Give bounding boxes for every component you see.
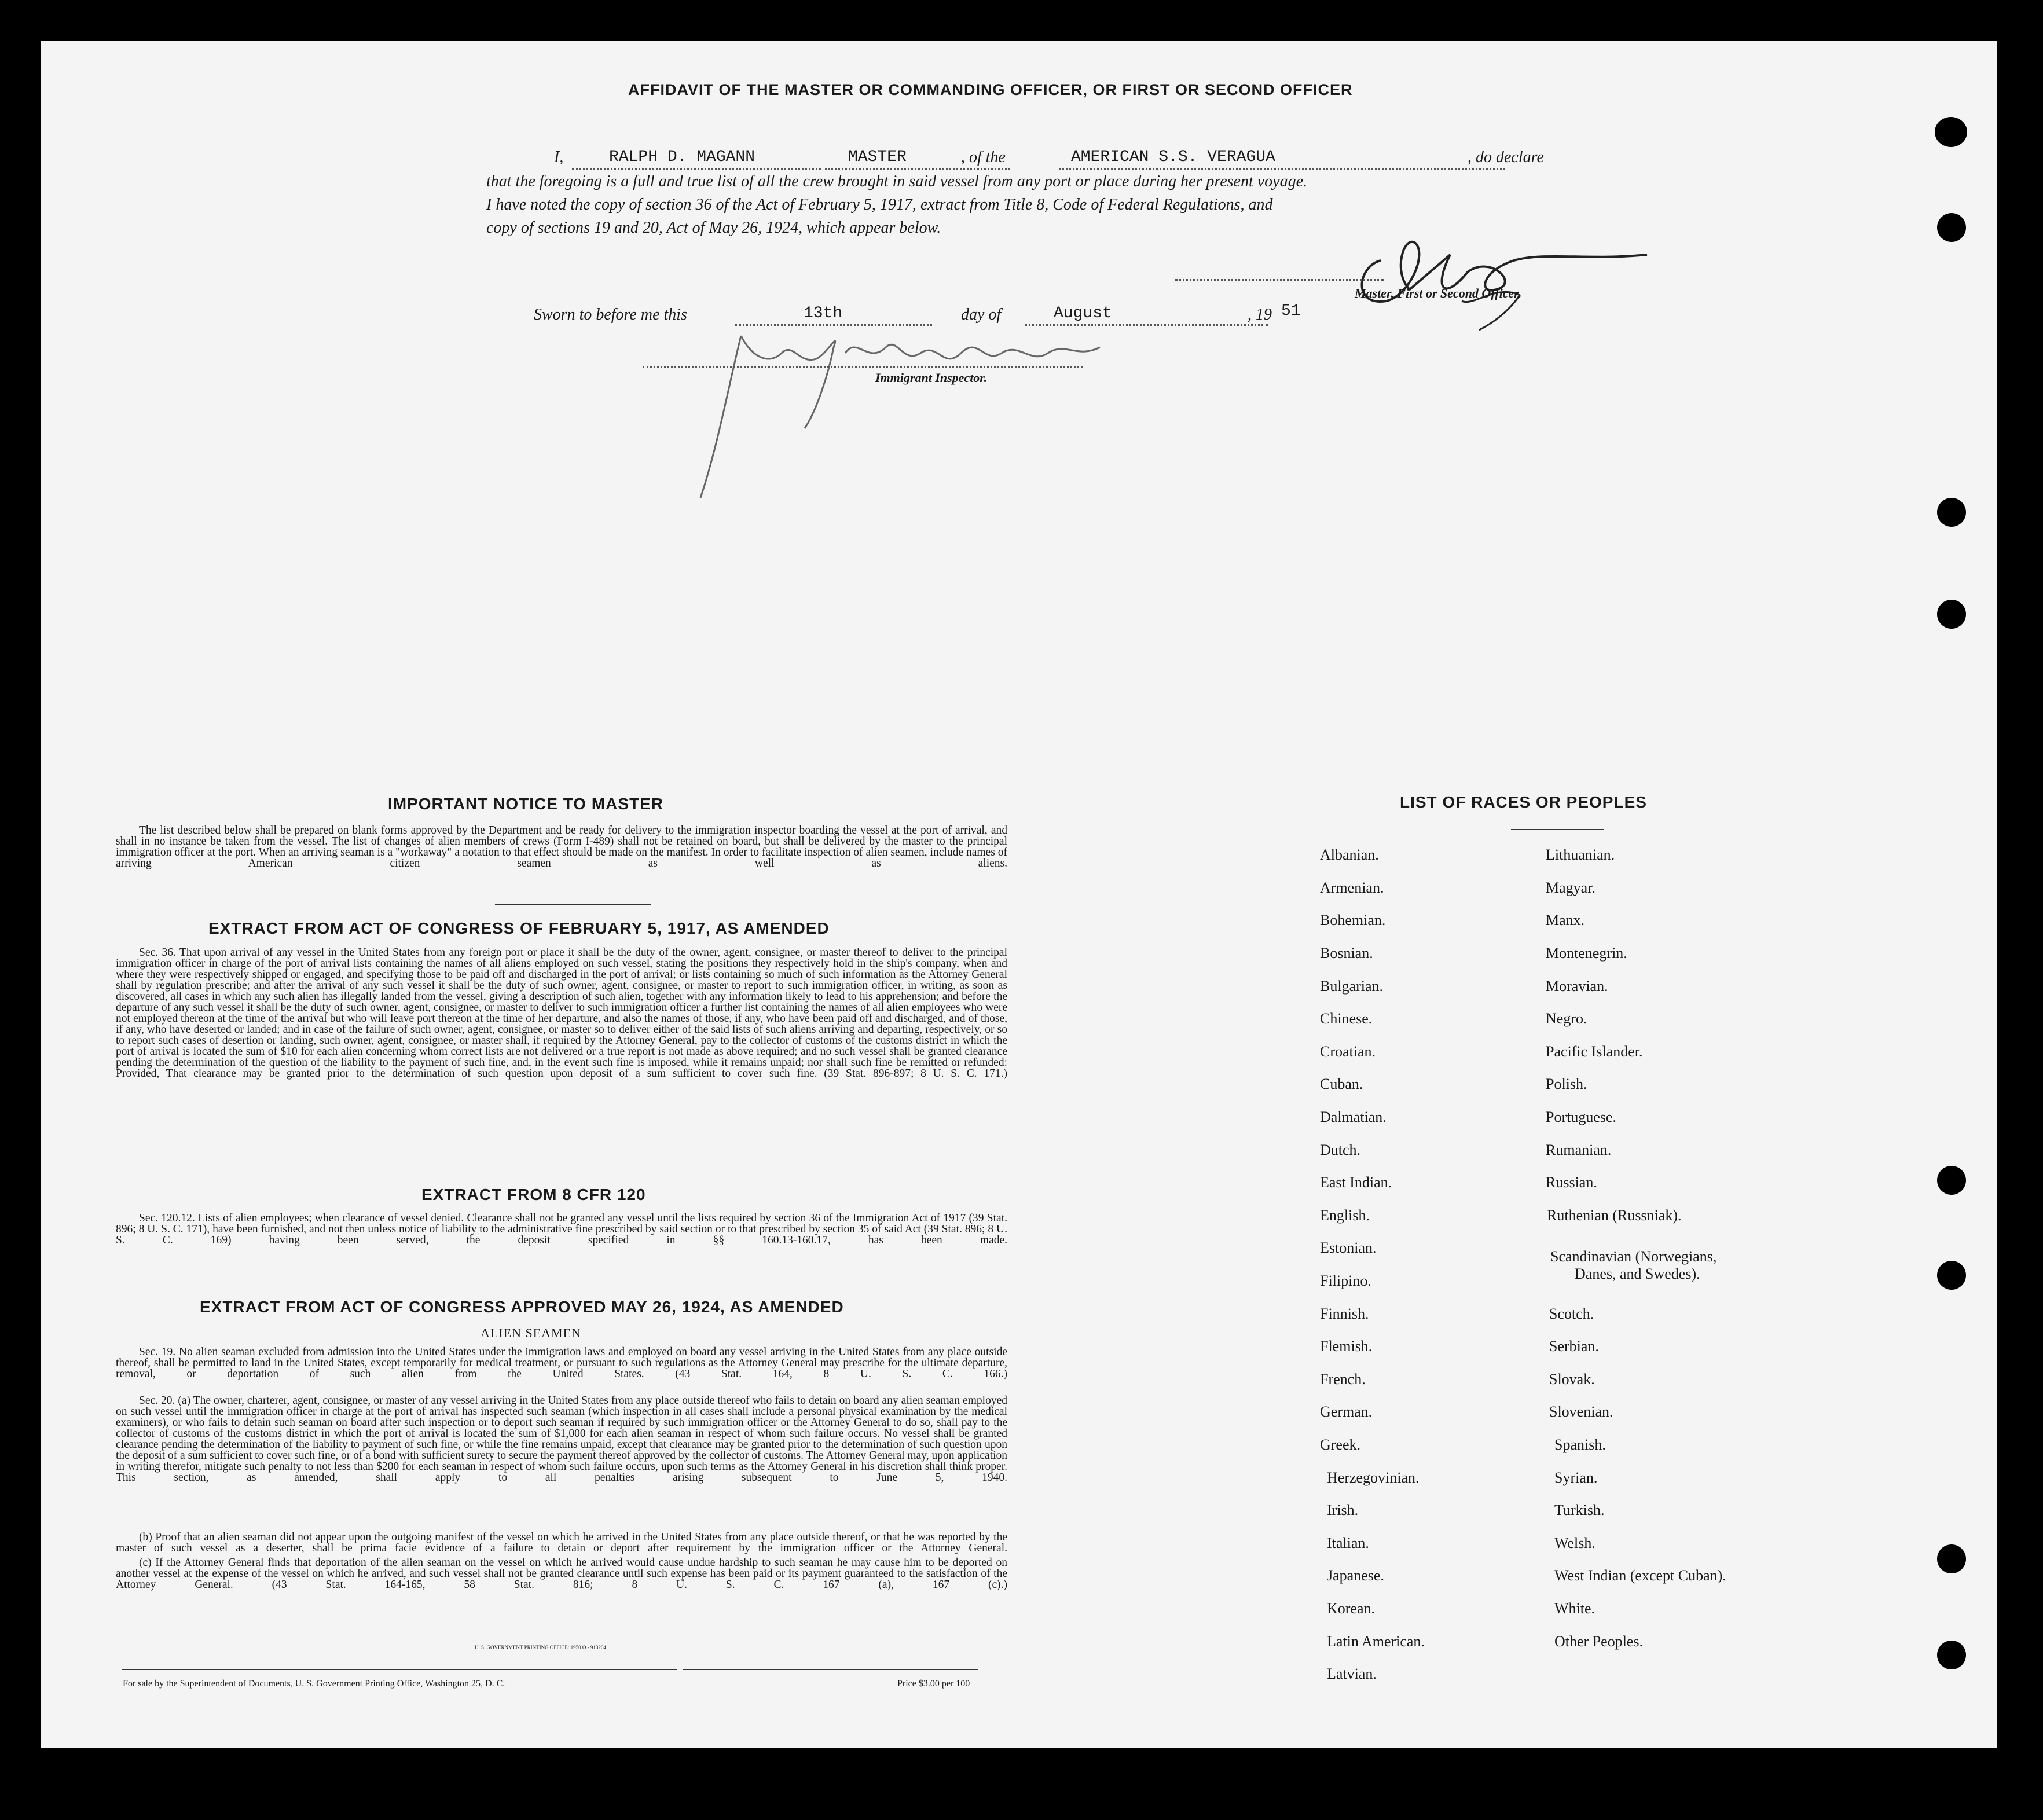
race-left-item: Japanese. bbox=[1327, 1567, 1384, 1584]
race-right-item: Polish. bbox=[1546, 1076, 1587, 1092]
race-right-item: Serbian. bbox=[1549, 1338, 1599, 1355]
document-page bbox=[41, 41, 1997, 1748]
race-right-item: Scotch. bbox=[1549, 1305, 1594, 1322]
price-note: Price $3.00 per 100 bbox=[897, 1679, 970, 1689]
race-left-item: Irish. bbox=[1327, 1502, 1359, 1518]
race-left-item: Bulgarian. bbox=[1320, 978, 1384, 995]
race-left-item: Bohemian. bbox=[1320, 912, 1386, 929]
footer-rule-right bbox=[683, 1669, 978, 1670]
race-right-item: Syrian. bbox=[1554, 1469, 1598, 1486]
race-right-item: Turkish. bbox=[1554, 1502, 1605, 1518]
master-signature-line bbox=[1175, 279, 1384, 281]
race-right-item: Spanish. bbox=[1554, 1436, 1606, 1453]
rank-line bbox=[825, 168, 1010, 170]
extract-1917-title: EXTRACT FROM ACT OF CONGRESS OF FEBRUARY 5, 1917, AS AMENDED bbox=[208, 919, 830, 937]
alien-seamen-subtitle: ALIEN SEAMEN bbox=[481, 1326, 581, 1340]
race-right-item: Magyar. bbox=[1546, 879, 1595, 896]
officer-rank: MASTER bbox=[848, 148, 907, 166]
vessel-name: AMERICAN S.S. VERAGUA bbox=[1071, 148, 1275, 166]
punch-hole bbox=[1937, 1261, 1966, 1290]
race-left-item: German. bbox=[1320, 1403, 1373, 1420]
race-left-item: Finnish. bbox=[1320, 1305, 1369, 1322]
punch-hole bbox=[1937, 1544, 1966, 1573]
punch-hole bbox=[1937, 498, 1966, 527]
race-right-item: Portuguese. bbox=[1546, 1109, 1617, 1125]
race-right-item: Other Peoples. bbox=[1554, 1633, 1644, 1650]
of-the-text: , of the bbox=[961, 148, 1006, 166]
race-right-item: White. bbox=[1554, 1600, 1595, 1617]
race-left-item: Croatian. bbox=[1320, 1043, 1376, 1060]
race-left-item: Korean. bbox=[1327, 1600, 1376, 1617]
race-left-item: East Indian. bbox=[1320, 1174, 1392, 1191]
declaration-line-2: I have noted the copy of section 36 of the Act of February 5, 1917, extract from Title 8, Code of Federal Regulations, and bbox=[486, 196, 1273, 214]
race-left-item: Flemish. bbox=[1320, 1338, 1373, 1355]
inspector-signature-line bbox=[643, 366, 1083, 368]
sworn-day: 13th bbox=[804, 304, 843, 322]
race-left-item: Albanian. bbox=[1320, 846, 1379, 863]
race-left-item: Italian. bbox=[1327, 1535, 1369, 1551]
notice-title: IMPORTANT NOTICE TO MASTER bbox=[388, 795, 664, 813]
sec20a-text: Sec. 20. (a) The owner, charterer, agent, consignee, or master of any vessel arriving in the United States from any place outside thereof who fails to detain on board any alien seaman employed on such vessel until the immigration officer in charge at the port of arrival has inspected such seaman (which inspection in all cases shall include a personal physical examination by the medical examiners), or who fails to detain such seaman on board after such inspection or to deport such seaman if required by such immigration officer or the Attorney General to do so, shall pay to the collector of customs of the customs district in which the port of arrival is located the sum of $1,000 for each alien seaman in respect of whom such failure occurs. No vessel shall be granted clearance pending the determination of the liability to payment of such fine, or while the fine remains unpaid, except that clearance may be granted prior to the determination of such question upon the deposit of a sum sufficient to cover such fine, or of a bond with sufficient surety to secure the payment thereof approved by the collector of customs. The Attorney General may, upon application in writing therefor, mitigate such penalty to not less than $200 for each seaman in respect of whom such failure occurs, upon such terms as the Attorney General in his discretion shall think proper. This section, as amended, shall apply to all penalties arising subsequent to June 5, 1940. bbox=[116, 1395, 1007, 1484]
race-right-item: Scandinavian (Norwegians, bbox=[1550, 1248, 1717, 1265]
race-left-item: Latin American. bbox=[1327, 1633, 1425, 1650]
sec19-text: Sec. 19. No alien seaman excluded from admission into the United States under the immigration laws and employed on board any vessel arriving in the United States from any place outside thereof, shall be permitted to land in the United States, except temporarily for medical treatment, or pursuant to such regulations as the Attorney General may prescribe for the ultimate departure, removal, or deportation of such alien from the United States. (43 Stat. 164, 8 U. S. C. 166.) bbox=[116, 1346, 1007, 1380]
declaration-line-1: that the foregoing is a full and true list of all the crew brought in said vessel from any port or place during her present voyage. bbox=[486, 173, 1308, 190]
race-right-item: West Indian (except Cuban). bbox=[1554, 1567, 1726, 1584]
race-left-item: Herzegovinian. bbox=[1327, 1469, 1420, 1486]
race-right-item: Slovak. bbox=[1549, 1371, 1595, 1388]
races-title: LIST OF RACES OR PEOPLES bbox=[1400, 793, 1647, 811]
extract-cfr-title: EXTRACT FROM 8 CFR 120 bbox=[421, 1186, 646, 1203]
race-right-item: Ruthenian (Russniak). bbox=[1547, 1207, 1682, 1224]
race-right-item: Russian. bbox=[1546, 1174, 1597, 1191]
races-title-rule bbox=[1511, 829, 1604, 830]
punch-hole bbox=[1937, 213, 1966, 242]
race-right-item: Danes, and Swedes). bbox=[1575, 1265, 1700, 1282]
vessel-line bbox=[1059, 168, 1505, 170]
printing-office-line: U. S. GOVERNMENT PRINTING OFFICE: 1950 O - 913264 bbox=[475, 1645, 606, 1650]
race-right-item: Pacific Islander. bbox=[1546, 1043, 1643, 1060]
section-divider-1 bbox=[495, 904, 651, 905]
inspector-signature bbox=[695, 313, 1112, 504]
inspector-caption: Immigrant Inspector. bbox=[875, 370, 988, 385]
day-of-text: day of bbox=[961, 306, 1002, 324]
race-left-item: Latvian. bbox=[1327, 1665, 1377, 1682]
sec20b-text: (b) Proof that an alien seaman did not appear upon the outgoing manifest of the vessel on which he arrived in the United States from any place outside thereof, or that he was reported by the master of such vessel as a deserter, shall be prima facie evidence of a failure to detain or deport after requirement by the immigration officer or the Attorney General. bbox=[116, 1531, 1007, 1554]
punch-hole bbox=[1935, 117, 1967, 147]
race-right-item: Negro. bbox=[1546, 1010, 1587, 1027]
master-name: RALPH D. MAGANN bbox=[609, 148, 755, 166]
race-left-item: Estonian. bbox=[1320, 1239, 1377, 1256]
footer-rule-left bbox=[122, 1669, 677, 1670]
race-right-item: Lithuanian. bbox=[1546, 846, 1615, 863]
race-left-item: Filipino. bbox=[1320, 1272, 1371, 1289]
master-name-line bbox=[572, 168, 821, 170]
race-left-item: Dalmatian. bbox=[1320, 1109, 1387, 1125]
sale-note: For sale by the Superintendent of Documents, U. S. Government Printing Office, Washington 25, D. C. bbox=[123, 1679, 505, 1689]
extract-cfr-text: Sec. 120.12. Lists of alien employees; when clearance of vessel denied. Clearance shall not be granted any vessel until the lists required by section 36 of the Immigration Act of 1917 (39 Stat. 896; 8 U. S. C. 171), have been furnished, and not then unless notice of liability to the administrative fine prescribed by said section or to that prescribed by section 35 of said Act (39 Stat. 896; 8 U. S. C. 169) having been served, the deposit specified in §§ 160.13-160.17, has been made. bbox=[116, 1212, 1007, 1246]
sworn-month: August bbox=[1054, 304, 1112, 322]
race-left-item: Bosnian. bbox=[1320, 945, 1373, 962]
race-left-item: Dutch. bbox=[1320, 1142, 1361, 1158]
punch-hole bbox=[1937, 600, 1966, 629]
declaration-line-3: copy of sections 19 and 20, Act of May 26, 1924, which appear below. bbox=[486, 219, 941, 237]
race-left-item: Cuban. bbox=[1320, 1076, 1363, 1092]
race-left-item: Chinese. bbox=[1320, 1010, 1373, 1027]
year-suffix: 51 bbox=[1281, 302, 1301, 320]
do-declare-text: , do declare bbox=[1468, 148, 1544, 166]
punch-hole bbox=[1937, 1641, 1966, 1669]
race-left-item: Armenian. bbox=[1320, 879, 1384, 896]
notice-text: The list described below shall be prepared on blank forms approved by the Department and be ready for delivery to the immigration inspector boarding the vessel at the port of arrival, and shall in no instance be taken from the vessel. The list of changes of alien members of crews (Form I-489) shall not be retained on board, but shall be delivered by the master to the principal immigration officer at the port. When an arriving seaman is a "workaway" a notation to that effect should be made on the manifest. In order to facilitate inspection of alien seamen, include names of arriving American citizen seamen as well as aliens. bbox=[116, 824, 1007, 869]
master-signature bbox=[1346, 220, 1670, 336]
sec20c-text: (c) If the Attorney General finds that deportation of the alien seaman on the vessel on which he arrived would cause undue hardship to such seaman he may cause him to be deported on another vessel at the expense of the vessel on which he arrived, and such vessel shall not be granted clearance until such expense has been paid or its payment guaranteed to the satisfaction of the Attorney General. (43 Stat. 164-165, 58 Stat. 816; 8 U. S. C. 167 (a), 167 (c).) bbox=[116, 1557, 1007, 1591]
race-left-item: French. bbox=[1320, 1371, 1366, 1388]
race-right-item: Welsh. bbox=[1554, 1535, 1595, 1551]
extract-1917-text: Sec. 36. That upon arrival of any vessel in the United States from any foreign port or place it shall be the duty of the owner, agent, consignee, or master thereof to deliver to the principal immigration officer in charge of the port of arrival lists containing the names of all aliens employed on such vessel, stating the positions they respectively hold in the ship's company, when and where they were respectively shipped or engaged, and specifying those to be paid off and discharged in the port of arrival; or lists containing so much of such information as the Attorney General shall by regulation prescribe; and after the arrival of any such vessel it shall be the duty of such owner, agent, consignee, or master to report to such immigration officer, in writing, as soon as discovered, all cases in which any such alien has illegally landed from the vessel, giving a description of such alien, together with any information likely to lead to his apprehension; and before the departure of any such vessel it shall be the duty of such owner, agent, consignee, or master to deliver to such immigration officer a further list containing the names of all alien employees who were not employed thereon at the time of the arrival but who will leave port thereon at the time of her departure, and also the names of those, if any, who have been paid off and discharged, and of those, if any, who have deserted or landed; and in case of the failure of such owner, agent, consignee, or master so to deliver either of the said lists of such aliens arriving and departing, respectively, or so to report such cases of desertion or landing, such owner, agent, consignee, or master shall, if required by the Attorney General, pay to the collector of customs of the customs district in which the port of arrival is located the sum of $10 for each alien concerning whom correct lists are not delivered or a true report is not made as above required; and no such vessel shall be granted clearance pending the determination of the question of the liability to the payment of such fine, and, in the event such fine is imposed, while it remains unpaid; nor shall such fine be remitted or refunded: Provided, That clearance may be granted prior to the determination of such question upon deposit of a sum sufficient to cover such fine. (39 Stat. 896-897; 8 U. S. C. 171.) bbox=[116, 946, 1007, 1080]
sworn-text: Sworn to before me this bbox=[534, 306, 687, 324]
declaration-i: I, bbox=[554, 148, 564, 166]
race-right-item: Slovenian. bbox=[1549, 1403, 1613, 1420]
race-right-item: Manx. bbox=[1546, 912, 1585, 929]
master-signature-caption: Master, First or Second Officer. bbox=[1355, 286, 1522, 300]
year-prefix: , 19 bbox=[1248, 306, 1272, 324]
race-left-item: Greek. bbox=[1320, 1436, 1361, 1453]
punch-hole bbox=[1937, 1166, 1966, 1195]
extract-1924-title: EXTRACT FROM ACT OF CONGRESS APPROVED MAY 26, 1924, AS AMENDED bbox=[200, 1298, 844, 1316]
race-right-item: Moravian. bbox=[1546, 978, 1608, 995]
affidavit-heading: AFFIDAVIT OF THE MASTER OR COMMANDING OFFICER, OR FIRST OR SECOND OFFICER bbox=[628, 81, 1353, 98]
race-left-item: English. bbox=[1320, 1207, 1370, 1224]
race-right-item: Montenegrin. bbox=[1546, 945, 1627, 962]
race-right-item: Rumanian. bbox=[1546, 1142, 1612, 1158]
